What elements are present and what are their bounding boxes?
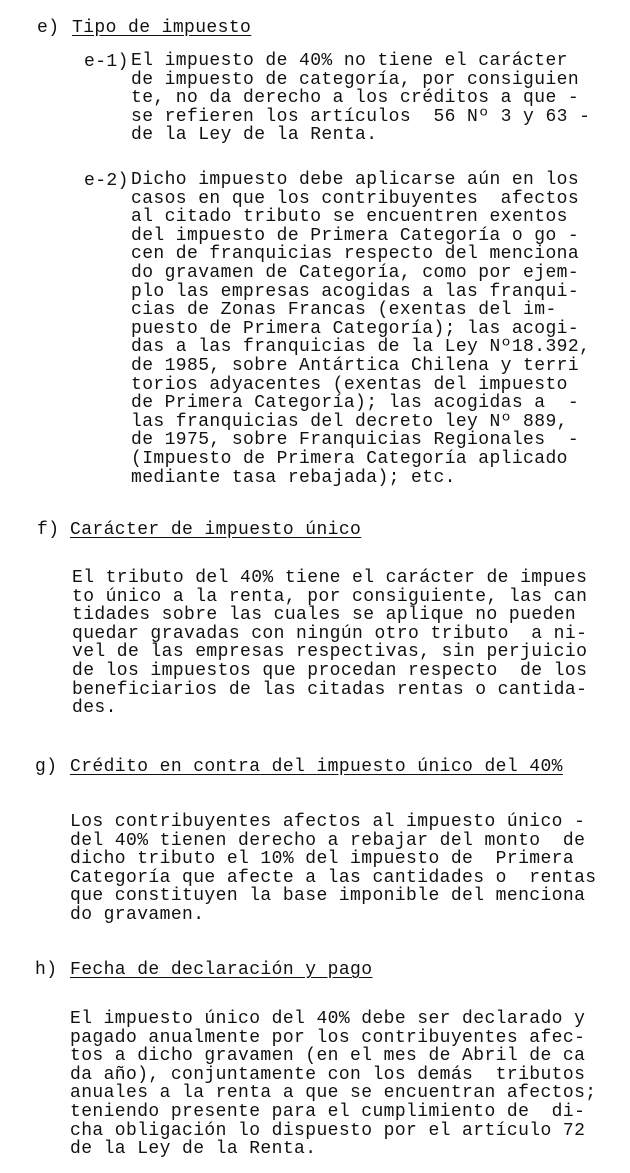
text-line: Categoría que afecte a las cantidades o rentas bbox=[70, 867, 597, 888]
section-h-title: Fecha de declaración y pago bbox=[70, 960, 373, 980]
text-line: plo las empresas acogidas a las franqui- bbox=[131, 281, 580, 302]
text-line: teniendo presente para el cumplimiento de di- bbox=[70, 1101, 586, 1122]
text-line: El tributo del 40% tiene el carácter de impues bbox=[72, 568, 588, 588]
text-line: de la Ley de la Renta. bbox=[70, 1139, 317, 1160]
text-line: que constituyen la base imponible del menciona bbox=[70, 886, 586, 907]
section-f-letter: f) bbox=[37, 520, 60, 540]
text-line: quedar gravadas con ningún otro tributo a ni- bbox=[72, 623, 588, 644]
text-line: vel de las empresas respectivas, sin perjuicio bbox=[72, 642, 588, 663]
section-h-text bbox=[70, 1010, 596, 1159]
text-line: te, no da derecho a los créditos a que - bbox=[131, 88, 580, 109]
text-line: tos a dicho gravamen (en el mes de Abril de ca bbox=[70, 1046, 586, 1067]
subsection-e2-text bbox=[131, 171, 590, 487]
text-line: cen de franquicias respecto del menciona bbox=[131, 244, 580, 265]
text-line: mediante tasa rebajada); etc. bbox=[131, 467, 456, 488]
section-h-letter: h) bbox=[35, 960, 58, 980]
text-line: do gravamen de Categoría, como por ejem- bbox=[131, 262, 580, 283]
text-line: tidades sobre las cuales se aplique no pueden bbox=[72, 605, 577, 626]
text-line: beneficiarios de las citadas rentas o cantida- bbox=[72, 679, 588, 700]
text-line: do gravamen. bbox=[70, 904, 205, 925]
text-line: das a las franquicias de la Ley Nº18.392, bbox=[131, 337, 591, 358]
text-line: del impuesto de Primera Categoría o go - bbox=[131, 225, 580, 246]
text-line: de 1985, sobre Antártica Chilena y terri bbox=[131, 355, 580, 376]
text-line: de impuesto de categoría, por consiguien bbox=[131, 69, 580, 90]
text-line: del 40% tienen derecho a rebajar del monto de bbox=[70, 830, 586, 851]
text-line: El impuesto único del 40% debe ser declarado y bbox=[70, 1009, 586, 1029]
subsection-e2-label: e-2) bbox=[84, 171, 129, 191]
text-line: pagado anualmente por los contribuyentes afec- bbox=[70, 1027, 586, 1048]
text-line: El impuesto de 40% no tiene el carácter bbox=[131, 51, 568, 71]
text-line: Los contribuyentes afectos al impuesto único - bbox=[70, 812, 586, 832]
text-line: al citado tributo se encuentren exentos bbox=[131, 207, 568, 228]
subsection-e1-label: e-1) bbox=[84, 52, 129, 72]
section-f-text bbox=[72, 569, 587, 718]
subsection-e1-text bbox=[131, 52, 590, 145]
text-line: (Impuesto de Primera Categoría aplicado bbox=[131, 448, 568, 469]
section-f-title: Carácter de impuesto único bbox=[70, 520, 362, 540]
text-line: las franquicias del decreto ley Nº 889, bbox=[131, 411, 568, 432]
text-line: cha obligación lo dispuesto por el artículo 72 bbox=[70, 1120, 586, 1141]
text-line: de 1975, sobre Franquicias Regionales - bbox=[131, 430, 580, 451]
section-e-title: Tipo de impuesto bbox=[72, 18, 252, 38]
section-g-letter: g) bbox=[35, 757, 58, 777]
text-line: dicho tributo el 10% del impuesto de Primera bbox=[70, 849, 575, 870]
section-e-letter: e) bbox=[37, 18, 60, 38]
text-line: Dicho impuesto debe aplicarse aún en los bbox=[131, 170, 580, 190]
text-line: da año), conjuntamente con los demás tributos bbox=[70, 1064, 586, 1085]
section-g-text bbox=[70, 813, 596, 925]
text-line: de Primera Categoría); las acogidas a - bbox=[131, 393, 580, 414]
text-line: puesto de Primera Categoría); las acogi- bbox=[131, 318, 580, 339]
text-line: cias de Zonas Francas (exentas del im- bbox=[131, 300, 557, 321]
text-line: se refieren los artículos 56 Nº 3 y 63 - bbox=[131, 106, 591, 127]
text-line: torios adyacentes (exentas del impuesto bbox=[131, 374, 568, 395]
text-line: to único a la renta, por consiguiente, las can bbox=[72, 586, 588, 607]
text-line: de la Ley de la Renta. bbox=[131, 125, 378, 146]
text-line: anuales a la renta a que se encuentran afectos; bbox=[70, 1083, 597, 1104]
text-line: de los impuestos que procedan respecto de los bbox=[72, 660, 588, 681]
text-line: des. bbox=[72, 698, 117, 719]
section-g-title: Crédito en contra del impuesto único del 40% bbox=[70, 757, 563, 777]
text-line: casos en que los contribuyentes afectos bbox=[131, 188, 580, 209]
